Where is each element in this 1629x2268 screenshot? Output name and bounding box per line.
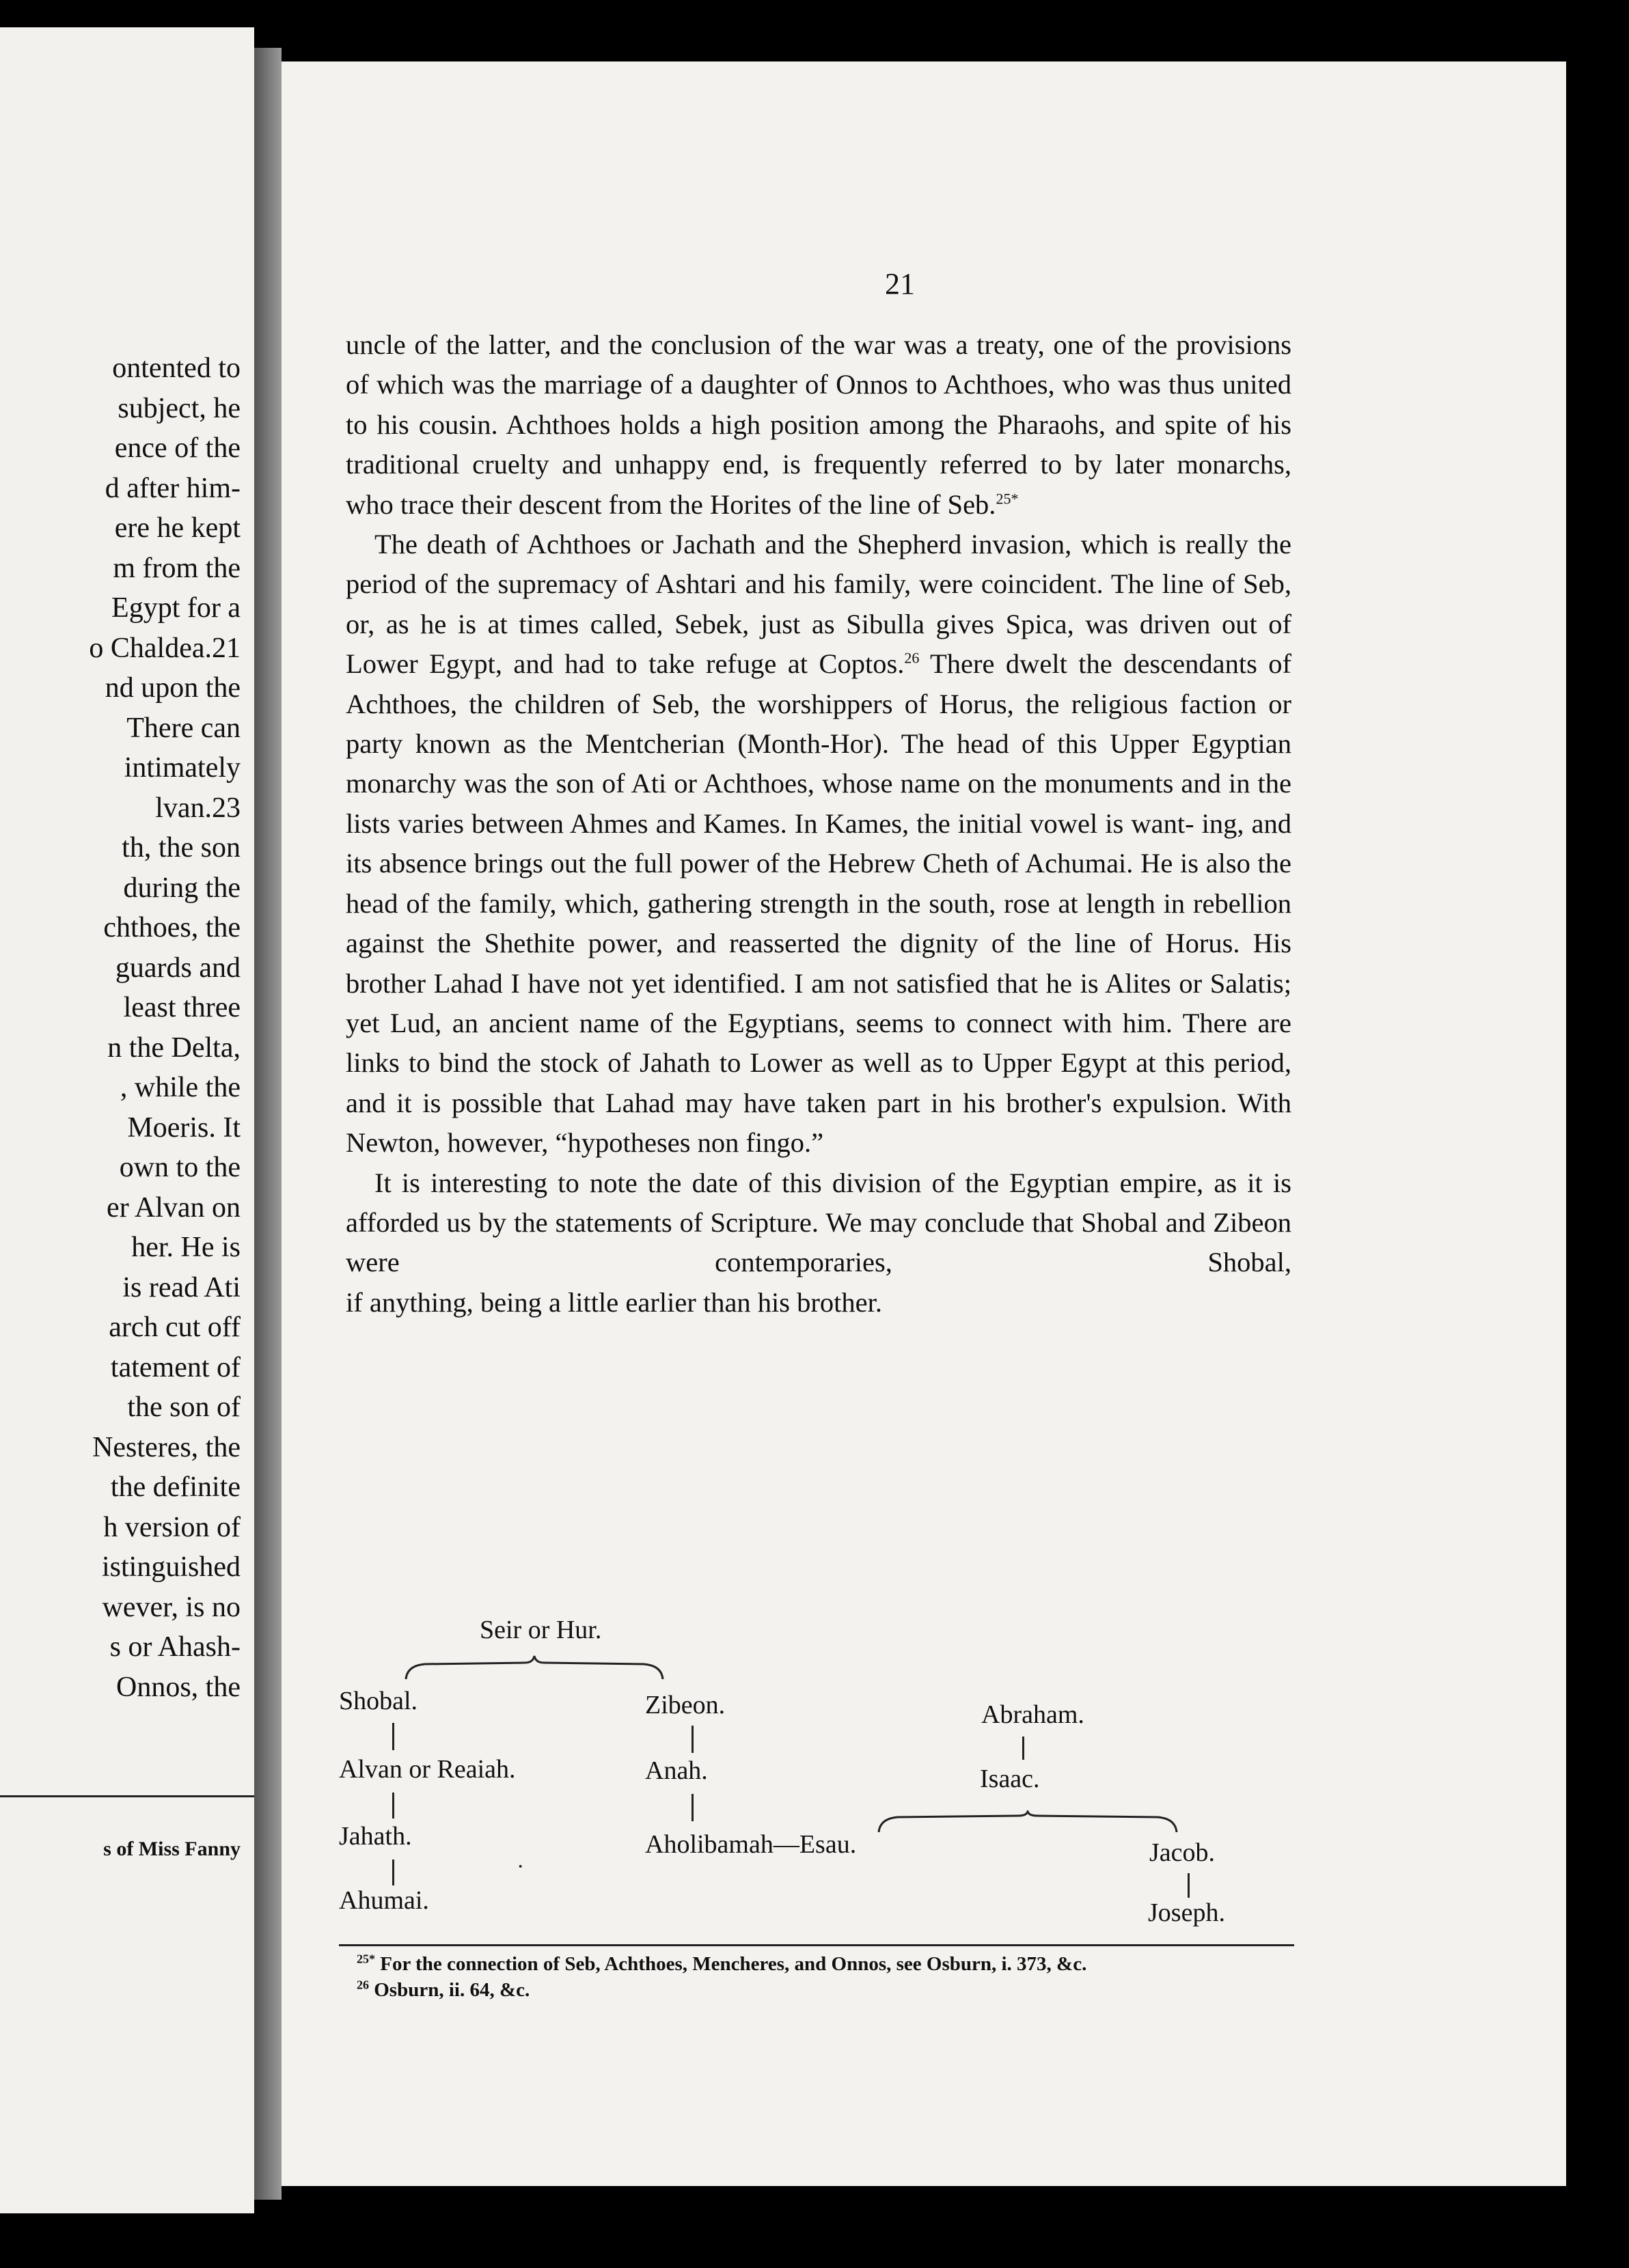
footnote-marker: 25* [357, 1952, 375, 1966]
text-line: There dwelt the descendants of [930, 648, 1291, 680]
text-line: It is interesting to note the date of this division of the Egyptian [374, 1167, 1110, 1198]
footnote-marker: 26 [357, 1978, 369, 1992]
text-line: Moeris. It [127, 1111, 241, 1144]
previous-page-text [0, 348, 241, 1707]
text-line: may conclude that Shobal and Zibeon were contemporaries, Shobal, [346, 1206, 1292, 1278]
footnote [357, 1951, 1286, 1977]
previous-page-footnote: s of Miss Fanny [103, 1838, 241, 1860]
text-line: h version of [103, 1511, 241, 1543]
text-line: strength in the south, rose at length in rebellion against the Shethite [346, 887, 1291, 959]
text-line: The death of Achthoes or Jachath and the Shepherd invasion, [374, 529, 1072, 560]
genealogy-line [392, 1859, 394, 1885]
text-line: the son of [127, 1392, 241, 1423]
text-line: ontented to [112, 352, 241, 384]
book-gutter [254, 48, 282, 2200]
genealogy-brace [877, 1810, 1178, 1835]
text-line: tatement of [110, 1351, 241, 1383]
text-line: of Achumai. He is also the head of the family, which, gathering [346, 848, 1291, 919]
footnote [357, 1977, 1286, 2003]
text-line: empire, as it is afforded us by the statements of Scripture. We [346, 1167, 1292, 1238]
text-line: if anything, being a little earlier than his brother. [346, 1286, 883, 1318]
text-line: least three [123, 992, 241, 1023]
text-line: wever, is no [102, 1591, 241, 1623]
text-line: Achthoes, the children of Seb, the worshippers of Horus, the [346, 688, 1060, 719]
text-line: who trace their descent from the Horites of the line of Seb. [346, 488, 996, 520]
text-line: high position among the Pharaohs, and spite of his traditional [346, 409, 1292, 480]
text-line: power, and reasserted the dignity of the line of Horus. His brother [346, 928, 1292, 999]
text-line: arch cut off [109, 1312, 241, 1343]
footnote-text: For the connection of Seb, Achthoes, Mencheres, and Onnos, see Osburn, i. 373, &c. [375, 1953, 1087, 1975]
text-line: The head of this Upper Egyptian monarchy was the son of Ati or [346, 728, 1291, 799]
text-line: Onnos, the [116, 1671, 241, 1703]
page-number: 21 [885, 267, 915, 301]
text-line: own to the [119, 1152, 241, 1183]
text-line: ere he kept [114, 512, 241, 544]
text-line: is read Ati [122, 1271, 241, 1303]
text-line: subject, he [118, 392, 241, 424]
text-line: religious faction or party known as the Mentcherian (Month-Hor). [346, 688, 1292, 760]
footnote-ref: 26 [904, 649, 920, 667]
text-line: lvan.23 [155, 792, 241, 824]
text-line: , while the [120, 1072, 241, 1103]
genealogy-aholibamah-esau: Aholibamah—Esau. [645, 1830, 857, 1859]
text-line: n the Delta, [107, 1032, 241, 1064]
text-line: the definite [110, 1471, 241, 1503]
text-line: Sebek, just as Sibulla gives Spica, was driven out of Lower Egypt, [346, 608, 1292, 680]
text-line: ing, and its absence brings out the full power of the Hebrew Cheth [346, 807, 1292, 879]
genealogy-ahumai: Ahumai. [339, 1886, 429, 1915]
text-line: Lahad I have not yet identified. I am not satisfied that he is Alites [433, 967, 1171, 999]
text-line: connect with him. There are links to bind the stock of Jahath to [346, 1007, 1291, 1079]
text-line: uncle of the latter, and the conclusion of the war was a treaty, one [346, 329, 1093, 360]
footnote-text: Osburn, ii. 64, &c. [369, 1979, 530, 2001]
genealogy-root: Seir or Hur. [480, 1616, 602, 1644]
text-line: to Achthoes, who was thus united to his cousin. Achthoes holds a [346, 369, 1291, 440]
text-line: There can [126, 712, 241, 744]
text-line: m from the [113, 552, 241, 584]
text-line: o Chaldea.21 [89, 632, 241, 664]
genealogy-abraham: Abraham. [981, 1700, 1084, 1729]
text-line: that Lahad may have taken part in his brother's expulsion. With [553, 1087, 1292, 1118]
text-line: intimately [124, 752, 241, 784]
text-line: er Alvan on [107, 1191, 241, 1223]
text-line: th, the son [122, 832, 241, 863]
text-line: Nesteres, the [92, 1431, 241, 1463]
previous-page-fragment [0, 27, 254, 2213]
text-line: during the [123, 872, 241, 904]
text-line: chthoes, the [103, 912, 241, 943]
genealogy-jahath: Jahath. [339, 1822, 412, 1851]
genealogy-line [1188, 1873, 1190, 1898]
text-line: d after him- [105, 472, 241, 504]
footnotes [357, 1951, 1286, 2003]
genealogy-alvan: Alvan or Reaiah. [339, 1755, 516, 1784]
genealogy-shobal: Shobal. [339, 1687, 418, 1715]
genealogy-line [692, 1726, 694, 1753]
footnote-ref: 25* [996, 490, 1019, 508]
text-line: of the provisions of which was the marriage of a daughter of Onnos [346, 329, 1291, 400]
genealogy-jacob: Jacob. [1149, 1838, 1216, 1867]
text-line: guards and [115, 952, 241, 984]
footnote-divider [0, 1795, 254, 1797]
text-line: ence of the [114, 432, 241, 464]
genealogy-joseph: Joseph. [1148, 1898, 1225, 1927]
text-line: or Salatis; yet Lud, an ancient name of the Egyptians, seems to [346, 967, 1292, 1038]
text-line: Achthoes, whose name on the monuments and in the lists varies [346, 768, 1291, 839]
genealogy-table [282, 61, 1566, 2186]
text-line: cruelty and unhappy end, is frequently referred to by later monarchs, [472, 449, 1292, 480]
text-line: Egypt for a [111, 592, 241, 624]
genealogy-anah: Anah. [645, 1756, 708, 1785]
text-line: between Ahmes and Kames. In Kames, the initial vowel is want- [471, 807, 1194, 839]
genealogy-zibeon: Zibeon. [645, 1691, 726, 1719]
text-line: Newton, however, “hypotheses non fingo.” [346, 1127, 824, 1159]
text-line: her. He is [131, 1232, 241, 1263]
genealogy-line [1022, 1737, 1024, 1760]
text-line: family, were coincident. The line of Seb, or, as he is at times called, [346, 568, 1291, 639]
text-line: s or Ahash- [109, 1631, 241, 1663]
genealogy-line [692, 1794, 694, 1821]
text-line: and had to take refuge at Coptos. [513, 648, 905, 680]
text-line: istinguished [101, 1551, 241, 1583]
genealogy-isaac: Isaac. [980, 1765, 1040, 1793]
genealogy-line [392, 1793, 394, 1818]
book-page [282, 61, 1566, 2186]
genealogy-line [392, 1723, 394, 1750]
text-line: Lower as well as to Upper Egypt at this period, and it is possible [346, 1047, 1291, 1118]
genealogy-brace [405, 1655, 664, 1682]
ink-speck: · [517, 1854, 525, 1879]
text-line: which is really the period of the supremacy of Ashtari and his [346, 529, 1292, 600]
footnote-divider [339, 1944, 1294, 1946]
text-line: nd upon the [105, 672, 241, 704]
